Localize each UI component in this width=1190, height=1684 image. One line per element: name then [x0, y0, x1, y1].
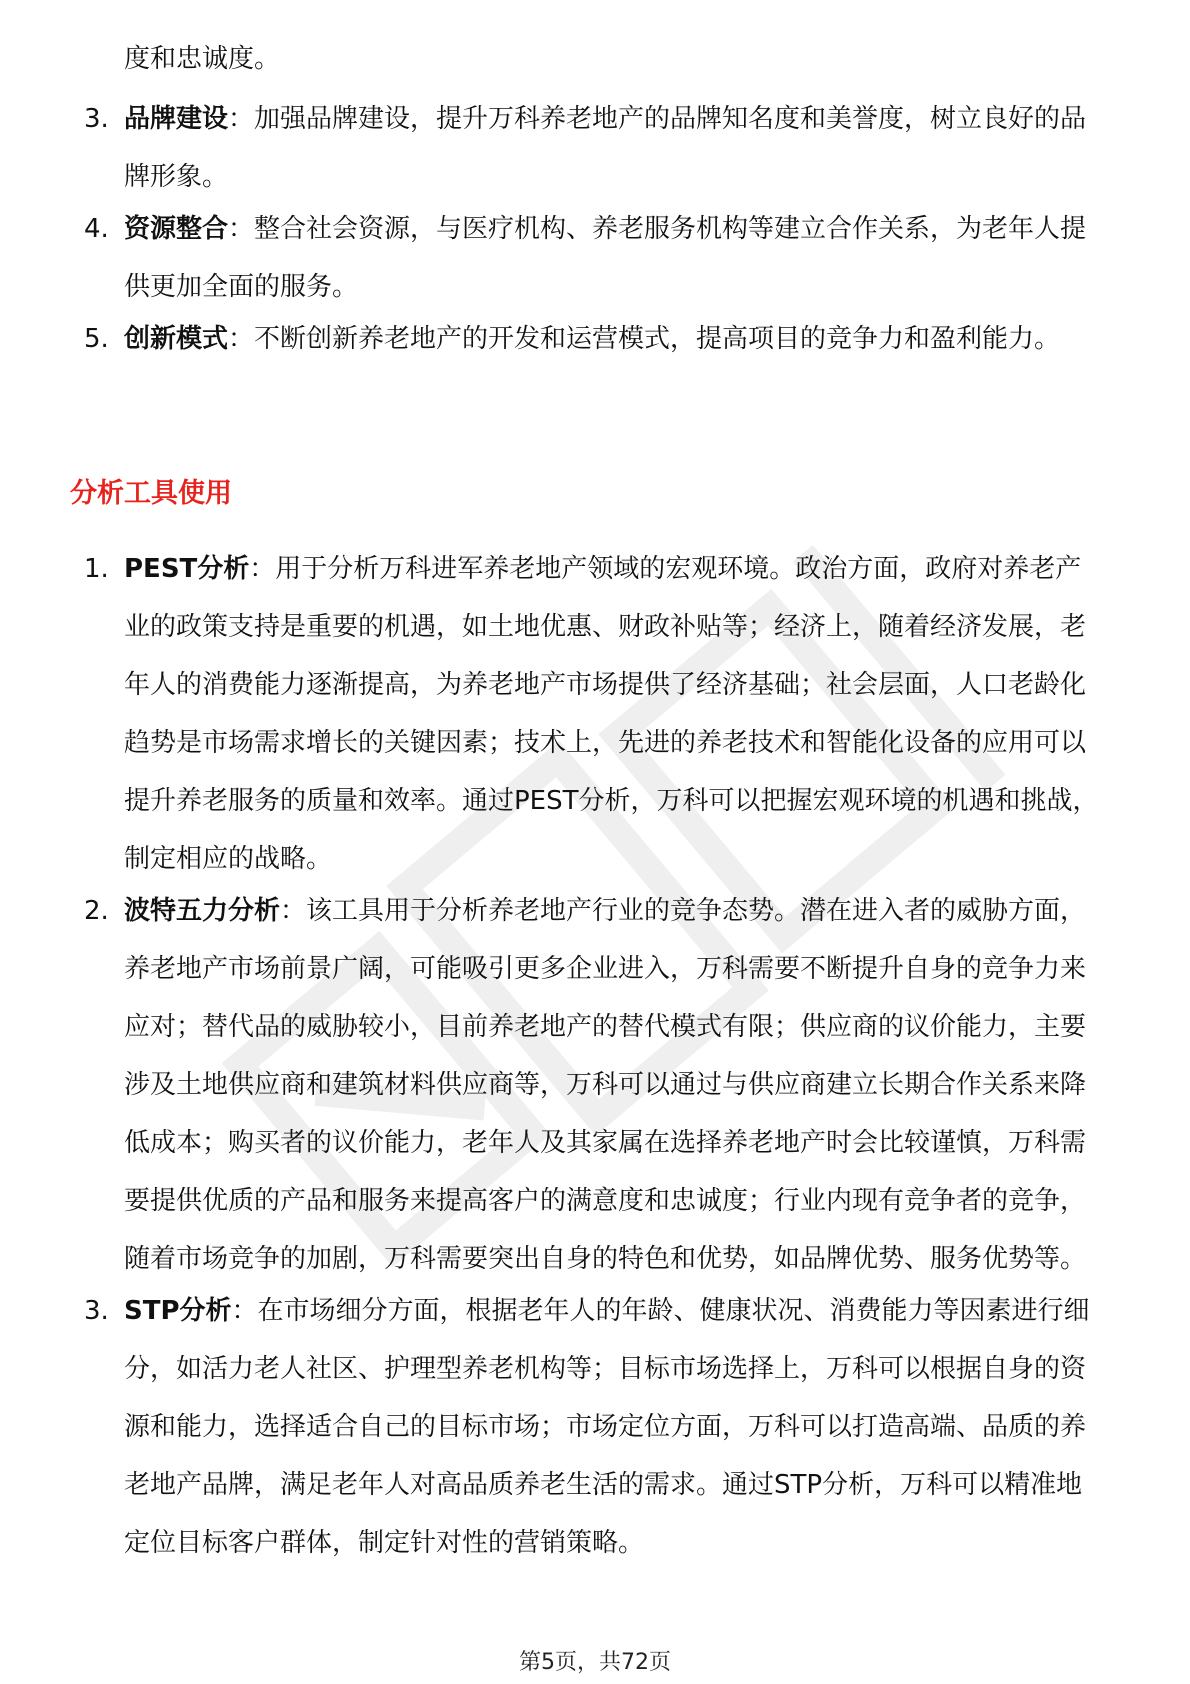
item-text: 整合社会资源，与医疗机构、养老服务机构等建立合作关系，为老年人提供更加全面的服务。 — [124, 214, 1087, 302]
list-item — [0, 540, 1190, 888]
item-term: STP分析 — [124, 1296, 232, 1326]
continuation-text: 度和忠诚度。 — [124, 44, 281, 74]
item-number: 3. 3. — [84, 1296, 109, 1326]
list-item — [0, 90, 1190, 206]
list-item — [0, 1282, 1190, 1572]
item-number: 1. 1. — [84, 554, 109, 584]
item-separator: ： — [249, 554, 276, 584]
item-term: 资源整合 — [124, 214, 229, 244]
item-text: 不断创新养老地产的开发和运营模式，提高项目的竞争力和盈利能力。 — [254, 324, 1061, 354]
item-separator: ： — [231, 1296, 258, 1326]
list-item — [0, 310, 1190, 368]
item-number: 3. 5. — [84, 324, 109, 354]
item-term: 品牌建设 — [124, 104, 229, 134]
tools-list — [0, 540, 1190, 1572]
item-number: 2. 2. — [84, 896, 109, 926]
item-separator: ： — [228, 214, 255, 244]
item-text: 该工具用于分析养老地产行业的竞争态势。潜在进入者的威胁方面，养老地产市场前景广阔，可能吸引更多企业进入，万科需要不断提升自身的竞争力来应对；替代品的威胁较小，目前养老地产的替代模式有限；供应商的议价能力，主要涉及土地供应商和建筑材料供应商等，万科可以通过与供应商建立长期合作关系来降低成本；购买者的议价能力，老年人及其家属在选择养老地产时会比较谨慎，万科需要提供优质的产品和服务来提高客户的满意度和忠诚度；行业内现有竞争者的竞争，随着市场竞争的加剧，万科需要突出自身的特色和优势，如品牌优势、服务优势等。 — [124, 896, 1087, 1274]
item-number: 1. 3. — [84, 104, 109, 134]
list-item — [0, 882, 1190, 1288]
item-number: 2. 4. — [84, 214, 109, 244]
item-separator: ： — [228, 324, 255, 354]
list-item — [0, 200, 1190, 316]
item-text: 加强品牌建设，提升万科养老地产的品牌知名度和美誉度，树立良好的品牌形象。 — [124, 104, 1087, 192]
item-term: 创新模式 — [124, 324, 229, 354]
item-term: PEST分析 — [124, 554, 250, 584]
page-footer: 第5页，共72页 — [519, 1650, 671, 1675]
section-heading: 分析工具使用 — [70, 478, 232, 509]
item-text: 在市场细分方面，根据老年人的年龄、健康状况、消费能力等因素进行细分，如活力老人社区、护理型养老机构等；目标市场选择上，万科可以根据自身的资源和能力，选择适合自己的目标市场；市场定位方面，万科可以打造高端、品质的养老地产品牌，满足老年人对高品质养老生活的需求。通过STP分析，万科可以精准地定位目标客户群体，制定针对性的营销策略。 — [124, 1296, 1090, 1558]
item-separator: ： — [228, 104, 255, 134]
item-term: 波特五力分析 — [124, 896, 281, 926]
item-text: 用于分析万科进军养老地产领域的宏观环境。政治方面，政府对养老产业的政策支持是重要的机遇，如土地优惠、财政补贴等；经济上，随着经济发展，老年人的消费能力逐渐提高，为养老地产市场提供了经济基础；社会层面，人口老龄化趋势是市场需求增长的关键因素；技术上，先进的养老技术和智能化设备的应用可以提升养老服务的质量和效率。通过PEST分析，万科可以把握宏观环境的机遇和挑战，制定相应的战略。 — [124, 554, 1099, 874]
strategy-list — [0, 90, 1190, 368]
item-separator: ： — [280, 896, 307, 926]
